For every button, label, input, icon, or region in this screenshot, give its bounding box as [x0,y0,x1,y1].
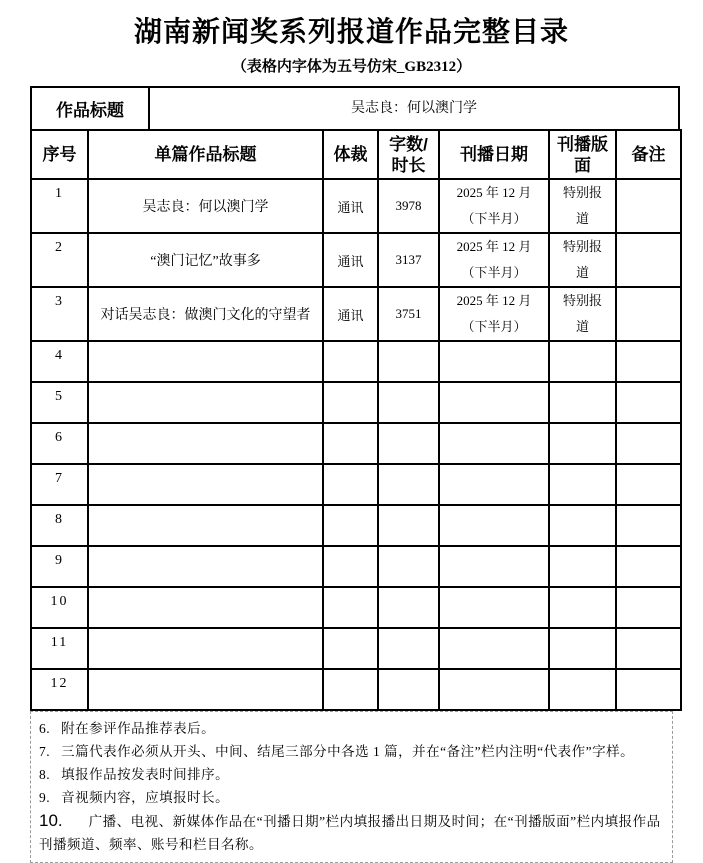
page-layout-text: 特别报道 [562,293,602,334]
cell-publish_date: 2025 年 12 月 （下半月） [439,233,549,287]
cell-remark [616,423,681,464]
cell-title [88,341,323,382]
cell-word_count: 3751 [378,287,439,341]
table-row [31,587,681,628]
table-row [31,669,681,710]
cell-page_layout [549,423,616,464]
cell-publish_date [439,546,549,587]
cell-page_layout [549,179,616,233]
cell-remark [616,587,681,628]
column-header: 备注 [616,130,681,179]
note-item [39,717,664,740]
cell-genre [323,669,378,710]
cell-title [88,669,323,710]
cell-publish_date [439,423,549,464]
cell-genre: 通讯 [323,179,378,233]
work-title-row [31,87,679,130]
cell-no: 6 [31,423,88,464]
table-row [31,628,681,669]
page-subtitle: （表格内字体为五号仿宋_GB2312） [231,59,472,75]
cell-page_layout [549,382,616,423]
note-text: 音视频内容，应填报时长。 [61,790,230,805]
cell-remark [616,233,681,287]
cell-word_count [378,341,439,382]
table-row [31,505,681,546]
cell-genre [323,505,378,546]
cell-genre: 通讯 [323,287,378,341]
catalog-table-area [30,86,680,711]
table-row [31,546,681,587]
table-header-row [31,130,681,179]
note-text: 附在参评作品推荐表后。 [61,721,216,736]
cell-word_count [378,382,439,423]
cell-publish_date: 2025 年 12 月 （下半月） [439,179,549,233]
notes-list [39,717,664,856]
table-row [31,382,681,423]
note-number: 9. [39,790,51,805]
note-text: 填报作品按发表时间排序。 [61,767,230,782]
page-title: 湖南新闻奖系列报道作品完整目录 [133,17,569,48]
cell-publish_date [439,505,549,546]
cell-genre [323,382,378,423]
note-text: 广播、电视、新媒体作品在“刊播日期”栏内填报播出日期及时间；在“刊播版面”栏内填报作品刊播频道、频率、账号和栏目名称。 [39,814,661,852]
table-row [31,341,681,382]
table-row [31,464,681,505]
cell-no: 9 [31,546,88,587]
cell-remark [616,505,681,546]
note-number: 6. [39,721,51,736]
table-row [31,233,681,287]
cell-word_count [378,546,439,587]
cell-title: “澳门记忆”故事多 [88,233,323,287]
cell-publish_date [439,669,549,710]
cell-word_count [378,464,439,505]
table-body [31,179,681,710]
cell-publish_date [439,628,549,669]
cell-no: 5 [31,382,88,423]
cell-no: 4 [31,341,88,382]
column-header: 体裁 [323,130,378,179]
cell-publish_date [439,587,549,628]
cell-word_count [378,505,439,546]
cell-page_layout [549,287,616,341]
cell-remark [616,382,681,423]
cell-title [88,587,323,628]
cell-page_layout [549,341,616,382]
cell-publish_date [439,382,549,423]
note-number: 7. [39,744,51,759]
cell-word_count: 3978 [378,179,439,233]
table-row [31,179,681,233]
note-item [39,786,664,809]
note-item [39,740,664,763]
column-header: 序号 [31,130,88,179]
cell-no: 2 [31,233,88,287]
cell-no: 1 [31,179,88,233]
cell-title [88,505,323,546]
cell-word_count [378,628,439,669]
cell-genre [323,546,378,587]
cell-genre: 通讯 [323,233,378,287]
cell-page_layout [549,628,616,669]
cell-remark [616,546,681,587]
cell-no: 3 [31,287,88,341]
cell-remark [616,464,681,505]
cell-no: 7 [31,464,88,505]
work-title-value: 吴志良：何以澳门学 [149,87,679,130]
cell-publish_date [439,464,549,505]
cell-title [88,464,323,505]
cell-no: 11 [31,628,88,669]
note-item [39,809,664,856]
cell-title [88,546,323,587]
cell-word_count: 3137 [378,233,439,287]
cell-title [88,423,323,464]
cell-genre [323,628,378,669]
note-text: 三篇代表作必须从开头、中间、结尾三部分中各选 1 篇，并在“备注”栏内注明“代表作”字样。 [61,744,635,759]
table-row [31,423,681,464]
cell-remark [616,628,681,669]
cell-title [88,628,323,669]
cell-page_layout [549,669,616,710]
cell-no: 10 [31,587,88,628]
column-header: 刊播版面 [549,130,616,179]
cell-word_count [378,669,439,710]
cell-genre [323,587,378,628]
notes-box [30,711,673,863]
page-layout-text: 特别报道 [562,185,602,226]
table-row [31,287,681,341]
cell-page_layout [549,233,616,287]
cell-word_count [378,587,439,628]
cell-genre [323,464,378,505]
cell-genre [323,423,378,464]
cell-title: 对话吴志良：做澳门文化的守望者 [88,287,323,341]
cell-page_layout [549,587,616,628]
cell-page_layout [549,464,616,505]
cell-no: 8 [31,505,88,546]
note-number: 8. [39,767,51,782]
cell-title: 吴志良：何以澳门学 [88,179,323,233]
cell-page_layout [549,505,616,546]
work-title-label: 作品标题 [31,87,149,130]
cell-title [88,382,323,423]
works-table [30,129,682,711]
cell-remark [616,669,681,710]
cell-genre [323,341,378,382]
note-number: 10. [39,811,63,830]
work-title-table [30,86,680,131]
cell-remark [616,341,681,382]
cell-remark [616,179,681,233]
cell-publish_date [439,341,549,382]
page-layout-text: 特别报道 [562,239,602,280]
cell-page_layout [549,546,616,587]
column-header: 刊播日期 [439,130,549,179]
cell-word_count [378,423,439,464]
note-item [39,763,664,786]
column-header: 单篇作品标题 [88,130,323,179]
cell-no: 12 [31,669,88,710]
cell-remark [616,287,681,341]
column-header: 字数/时长 [378,130,439,179]
cell-publish_date: 2025 年 12 月 （下半月） [439,287,549,341]
